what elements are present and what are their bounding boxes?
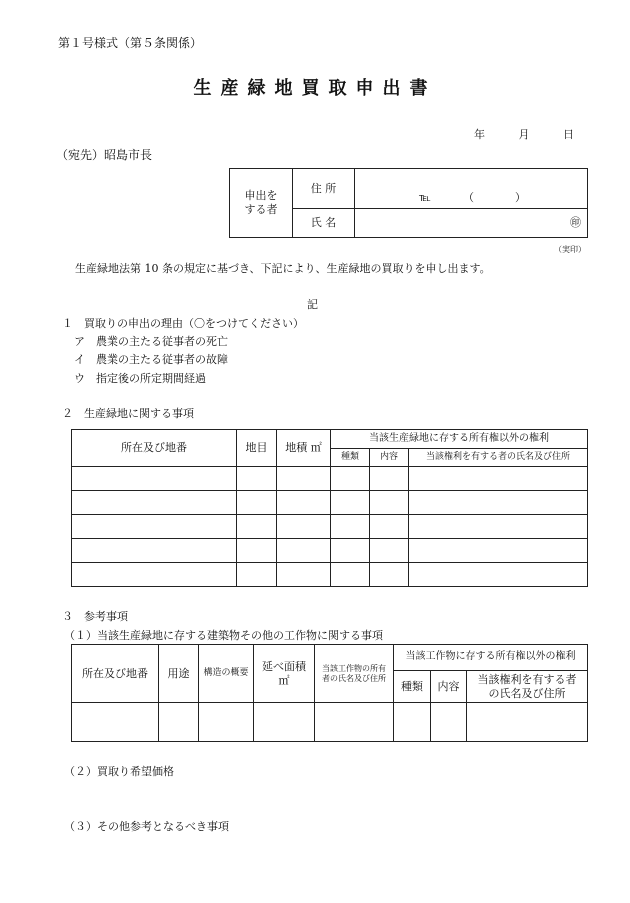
table-row[interactable] <box>72 563 588 587</box>
date-line <box>474 126 574 142</box>
col-rights-group: 当該工作物に存する所有権以外の権利 <box>394 645 588 671</box>
col-content: 内容 <box>370 449 409 467</box>
page-title: 生産緑地買取申出書 <box>193 78 437 99</box>
col-use: 用途 <box>159 645 199 703</box>
col-floor-area: 延べ面積 ㎡ <box>254 645 315 703</box>
col-structure: 構造の概要 <box>199 645 254 703</box>
green-land-table <box>71 429 588 587</box>
col-category: 地目 <box>237 430 277 467</box>
phone-paren-open: （ <box>463 191 474 204</box>
phone-paren-close: ） <box>515 191 526 204</box>
table-row[interactable] <box>72 703 588 742</box>
col-location: 所在及び地番 <box>72 430 237 467</box>
col-kind: 種類 <box>331 449 370 467</box>
date-year: 年 <box>474 128 485 141</box>
address-field[interactable] <box>355 169 588 209</box>
table-row[interactable] <box>72 515 588 539</box>
section3-sub1: （１）当該生産緑地に存する建築物その他の工作物に関する事項 <box>64 629 383 642</box>
col-content: 内容 <box>431 671 467 703</box>
name-field[interactable] <box>355 209 588 238</box>
date-month: 月 <box>518 128 530 141</box>
section1-heading: １ 買取りの申出の理由（〇をつけてください） <box>62 317 304 330</box>
section3-sub3: （３）その他参考となるべき事項 <box>64 820 229 833</box>
phone-icon: ℡ <box>419 191 431 204</box>
address-label: 住 所 <box>293 169 355 209</box>
seal-note: （実印） <box>554 245 586 254</box>
section3-heading: ３ 参考事項 <box>62 610 128 623</box>
col-location: 所在及び地番 <box>72 645 159 703</box>
section3-sub2: （２）買取り希望価格 <box>64 765 174 778</box>
col-holder: 当該権利を有する者 の氏名及び住所 <box>467 671 588 703</box>
col-holder: 当該権利を有する者の氏名及び住所 <box>409 449 588 467</box>
table-row[interactable] <box>72 467 588 491</box>
seal-icon: ㊞ <box>570 216 581 229</box>
col-owner: 当該工作物の所有 者の氏名及び住所 <box>315 645 394 703</box>
reason-item[interactable]: ウ 指定後の所定期間経過 <box>74 372 206 385</box>
section2-heading: ２ 生産緑地に関する事項 <box>62 407 194 420</box>
reason-item[interactable]: イ 農業の主たる従事者の故障 <box>74 353 228 366</box>
applicant-table <box>229 168 588 238</box>
applicant-label: 申出を する者 <box>230 169 293 238</box>
date-day: 日 <box>563 128 574 141</box>
reason-item[interactable]: ア 農業の主たる従事者の死亡 <box>74 335 228 348</box>
col-rights-group: 当該生産緑地に存する所有権以外の権利 <box>331 430 588 449</box>
table-row[interactable] <box>72 491 588 515</box>
form-number: 第１号様式（第５条関係） <box>58 36 203 50</box>
addressee: （宛先）昭島市長 <box>56 148 153 162</box>
name-label: 氏 名 <box>293 209 355 238</box>
structure-table <box>71 644 588 742</box>
intro-text: 生産緑地法第 10 条の規定に基づき、下記により、生産緑地の買取りを申し出ます。 <box>75 262 491 275</box>
col-area: 地積 ㎡ <box>277 430 331 467</box>
table-row[interactable] <box>72 539 588 563</box>
col-kind: 種類 <box>394 671 431 703</box>
ki-mark: 記 <box>307 298 318 311</box>
